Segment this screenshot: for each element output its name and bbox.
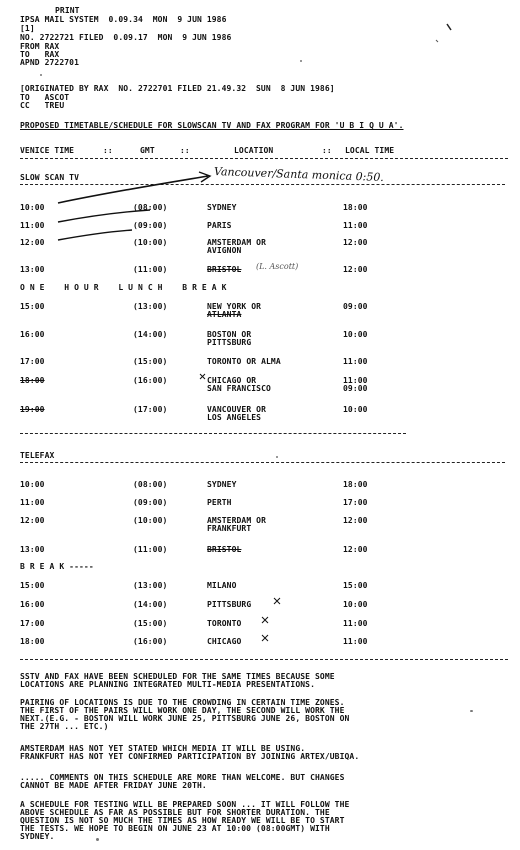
col-separator: :: bbox=[103, 146, 113, 155]
scan-speck bbox=[40, 74, 42, 76]
fax-document: PRINT IPSA MAIL SYSTEM 0.09.34 MON 9 JUN 1986 [1] NO. 2722721 FILED 0.09.17 MON 9 JUN 1986 FROM RAX TO RAX APND 2722701 [ORIGINATED BY RAX NO. 2722701 FILED 21.49.32 SUN 8 JUN 1986] TO ASCOT CC TREU PROPOSED TIMETABLE/SCHEDULE FOR SLOWSCAN TV AND FAX PROGRAM FOR 'U B I Q U A'. VENICE TIME :: GMT :: LOCATION :: LOCAL TIME SLOW SCAN TV 10:00 (08:00) SYDNEY 18:00 11:00 (09:00) PARIS 11:00 12:00 (10:00) AMSTERDAM OR AVIGNON 12:00 13:00 (11:00) BRISTOL 12:00 O N E H O U R L U N C H B R E A K 15:00 (13:00) NEW YORK OR ATLANTA 09:00 16:00 (14:00) BOSTON OR PITTSBURG 10:00 17:00 (15:00) TORONTO OR ALMA 11:00 18:00 (16:00) CHICAGO OR SAN FRANCISCO 11:00 09:00 19:00 (17:00) VANCOUVER OR LOS ANGELES 10:00 TELEFAX 10:00 (08:00) SYDNEY 18:00 11:00 (09:00) PERTH 17:00 12:00 (10:00) AMSTERDAM OR FRANKFURT 12:00 13:00 (11:00) BRISTOL 12:00 B R E A K ----- 15:00 (13:00) MILANO 15:00 16:00 (14:00) PITTSBURG 10:00 17:00 (15:00) TORONTO 11:00 18:00 (16:00) CHICAGO 11:00 SSTV AND FAX HAVE BEEN SCHEDULED FOR THE SAME TIMES BECAUSE SOME LOCATIONS ARE PLANNING INTEGRATED MULTI-MEDIA PRESENTATIONS. PAIRING OF LOCATIONS IS DUE TO THE CROWDING IN CERTAIN TIME ZONES. THE FIRST OF THE PAIRS WILL WORK ONE DAY, THE SECOND WILL WORK THE NEXT.(E.G. - BOSTON WILL WORK JUNE 25, PITTSBURG JUNE 26, BOSTON ON THE 27TH ... ETC.) AMSTERDAM HAS NOT YET STATED WHICH MEDIA IT WILL BE USING. FRANKFURT HAS NOT YET CONFIRMED PARTICIPATION BY JOINING ARTEX/UBIQA. ..... COMMENTS ON THIS SCHEDULE ARE MORE THAN WELCOME. BUT CHANGES CANNOT BE MADE AFTER FRIDAY JUNE 20TH. A SCHEDULE FOR TESTING WILL BE PREPARED SOON ... IT WILL FOLLOW THE ABOVE SCHEDULE AS FAR AS POSSIBLE BUT FOR SHORTER DURATION. THE QUESTION IS NOT SO MUCH THE TIMES AS HOW READY WE WILL BE TO START THE TESTS. WE HOPE TO BEGIN ON JUNE 23 AT 10:00 (08:00GMT) WITH SYDNEY. Vancouver/Santa monica 0:50. (L. Ascott) bbox=[0, 0, 520, 850]
cc-line: CC TREU bbox=[20, 101, 65, 110]
divider bbox=[20, 462, 505, 463]
message-index: [1] bbox=[20, 24, 35, 33]
originated-line: [ORIGINATED BY RAX NO. 2722701 FILED 21.49.32 SUN 8 JUN 1986] bbox=[20, 84, 335, 93]
from-line: FROM RAX bbox=[20, 42, 60, 51]
mail-system-line: IPSA MAIL SYSTEM 0.09.34 MON 9 JUN 1986 bbox=[20, 15, 227, 24]
handwritten-vancouver-note: Vancouver/Santa monica 0:50. bbox=[213, 165, 385, 184]
col-venice-time: VENICE TIME bbox=[20, 146, 75, 155]
col-separator: :: bbox=[180, 146, 190, 155]
scan-speck bbox=[96, 838, 99, 841]
col-location: LOCATION bbox=[234, 146, 274, 155]
apnd-line: APND 2722701 bbox=[20, 58, 79, 67]
col-gmt: GMT bbox=[140, 146, 155, 155]
divider bbox=[20, 158, 508, 159]
telefax-title: TELEFAX bbox=[20, 451, 55, 460]
filed-line: NO. 2722721 FILED 0.09.17 MON 9 JUN 1986 bbox=[20, 33, 232, 42]
scan-speck bbox=[276, 456, 278, 458]
handwritten-bristol-note: (L. Ascott) bbox=[256, 262, 299, 271]
divider bbox=[20, 659, 508, 660]
col-separator: :: bbox=[322, 146, 332, 155]
lunch-break-banner: O N E H O U R L U N C H B R E A K bbox=[20, 283, 227, 292]
to-ascot-line: TO ASCOT bbox=[20, 93, 70, 102]
print-label: PRINT bbox=[55, 6, 80, 15]
sstv-title: SLOW SCAN TV bbox=[20, 173, 79, 182]
divider bbox=[20, 184, 505, 185]
divider bbox=[20, 433, 406, 434]
subject-line: PROPOSED TIMETABLE/SCHEDULE FOR SLOWSCAN TV AND FAX PROGRAM FOR 'U B I Q U A'. bbox=[20, 121, 404, 130]
scan-speck bbox=[300, 60, 302, 62]
to-line: TO RAX bbox=[20, 50, 60, 59]
col-local-time: LOCAL TIME bbox=[345, 146, 395, 155]
break-banner: B R E A K ----- bbox=[20, 562, 94, 571]
scan-speck bbox=[470, 710, 473, 712]
